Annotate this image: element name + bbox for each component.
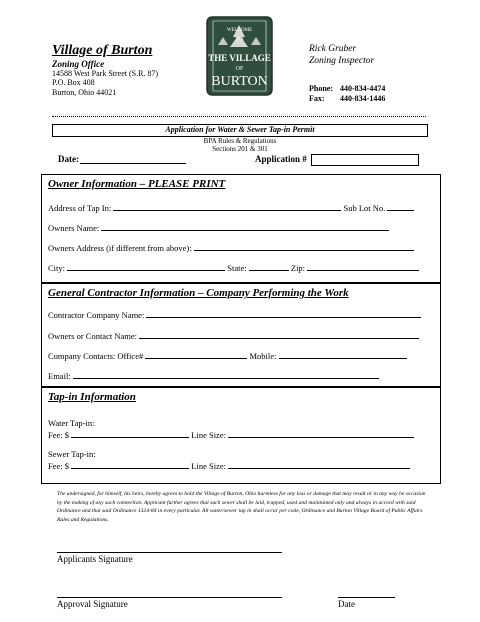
logo-to: TO — [235, 37, 244, 43]
water-tapin-label: Water Tap-in: — [48, 418, 95, 428]
sewer-fee-row — [48, 461, 410, 471]
sewer-tapin-label: Sewer Tap-in: — [48, 449, 96, 459]
contractor-company-label: Contractor Company Name: — [48, 310, 145, 320]
sub-lot-field[interactable] — [387, 203, 414, 211]
state-label: State: — [227, 263, 247, 273]
mobile-label: Mobile: — [249, 351, 277, 361]
company-contacts-label: Company Contacts: Office# — [48, 351, 144, 361]
owners-contact-field[interactable] — [139, 331, 419, 339]
disclaimer-text: The undersigned, for himself, his heirs, hereby agrees to hold the Village of Burton, Ohio harmless for any loss or damage that may result or in any way be occasion by the making of any such connection. Applicant further agrees that such sewer shall be laid, trapped, used and maintained only and always in accord with said Ordinance and that said Ordinance 1324-84 in every particular. All water/sewer tap in shall occur per code, Ordinance and Burton Village Board of Public Affairs Rules and Regulations. — [57, 491, 426, 523]
email-row — [48, 371, 379, 381]
village-logo — [203, 15, 276, 97]
sewer-line-size-label: Line Size: — [191, 461, 226, 471]
address-line-1: 14588 West Park Street (S.R. 87) — [52, 69, 159, 78]
application-number-field[interactable] — [311, 154, 419, 166]
address-tap-label: Address of Tap In: — [48, 203, 112, 213]
address-tap-field[interactable] — [113, 203, 341, 211]
owner-section-title: Owner Information – PLEASE PRINT — [48, 178, 226, 190]
city-row — [48, 263, 419, 273]
applicant-signature-label: Applicants Signature — [57, 554, 133, 564]
address-line-3: Burton, Ohio 44021 — [52, 88, 117, 97]
sewer-fee-label: Fee: $ — [48, 461, 70, 471]
email-field[interactable] — [73, 371, 379, 379]
sub-lot-label: Sub Lot No. — [343, 203, 386, 213]
office-name: Zoning Office — [52, 59, 105, 69]
logo-welcome: WELCOME — [226, 28, 253, 33]
form-title: Application for Water & Sewer Tap-in Permit — [165, 125, 315, 134]
email-label: Email: — [48, 371, 71, 381]
owners-name-row — [48, 223, 389, 233]
fax-label: Fax: — [309, 94, 325, 103]
owners-name-field[interactable] — [101, 223, 389, 231]
date-label: Date: — [58, 154, 79, 164]
tapin-section-title: Tap-in Information — [48, 391, 136, 403]
contact-name: Rick Gruber — [309, 44, 357, 54]
water-fee-field[interactable] — [71, 430, 189, 438]
city-label: City: — [48, 263, 66, 273]
owners-contact-label: Owners or Contact Name: — [48, 331, 137, 341]
company-contacts-row — [48, 351, 407, 361]
contractor-company-field[interactable] — [146, 310, 421, 318]
city-field[interactable] — [67, 263, 225, 271]
logo-burton: BURTON — [211, 74, 268, 89]
applicant-signature-line[interactable] — [57, 552, 282, 553]
phone-number: 440-834-4474 — [340, 84, 386, 93]
approval-signature-line[interactable] — [57, 597, 282, 598]
fax-number: 440-834-1446 — [340, 94, 386, 103]
address-tap-row — [48, 203, 414, 213]
water-fee-row — [48, 430, 414, 440]
owners-name-label: Owners Name: — [48, 223, 100, 233]
owners-address-label: Owners Address (if different from above): — [48, 243, 192, 253]
logo-the-village: THE VILLAGE — [208, 53, 271, 63]
owners-address-row — [48, 243, 414, 253]
contractor-section-title: General Contractor Information – Company Performing the Work — [48, 287, 349, 299]
water-line-size-label: Line Size: — [191, 430, 226, 440]
sewer-fee-field[interactable] — [71, 461, 189, 469]
form-subtitle-2: Sections 201 & 301 — [212, 145, 268, 153]
mobile-field[interactable] — [279, 351, 407, 359]
phone-label: Phone: — [309, 84, 333, 93]
form-subtitle-1: BPA Rules & Regulations — [203, 137, 277, 145]
date-signature-label: Date — [338, 599, 355, 609]
contact-title: Zoning Inspector — [309, 56, 375, 66]
sewer-line-size-field[interactable] — [228, 461, 410, 469]
owners-address-field[interactable] — [194, 243, 414, 251]
header-divider — [52, 116, 426, 117]
date-signature-line[interactable] — [338, 597, 395, 598]
water-line-size-field[interactable] — [228, 430, 414, 438]
water-fee-label: Fee: $ — [48, 430, 70, 440]
logo-of: OF — [235, 66, 244, 72]
approval-signature-label: Approval Signature — [57, 599, 128, 609]
office-phone-field[interactable] — [145, 351, 247, 359]
address-line-2: P.O. Box 408 — [52, 78, 95, 87]
zip-field[interactable] — [307, 263, 419, 271]
state-field[interactable] — [249, 263, 289, 271]
application-label: Application # — [255, 154, 307, 164]
village-name: Village of Burton — [52, 43, 153, 58]
zip-label: Zip: — [290, 263, 306, 273]
date-field[interactable] — [80, 163, 186, 164]
contact-name-row — [48, 331, 419, 341]
contractor-company-row — [48, 310, 421, 320]
